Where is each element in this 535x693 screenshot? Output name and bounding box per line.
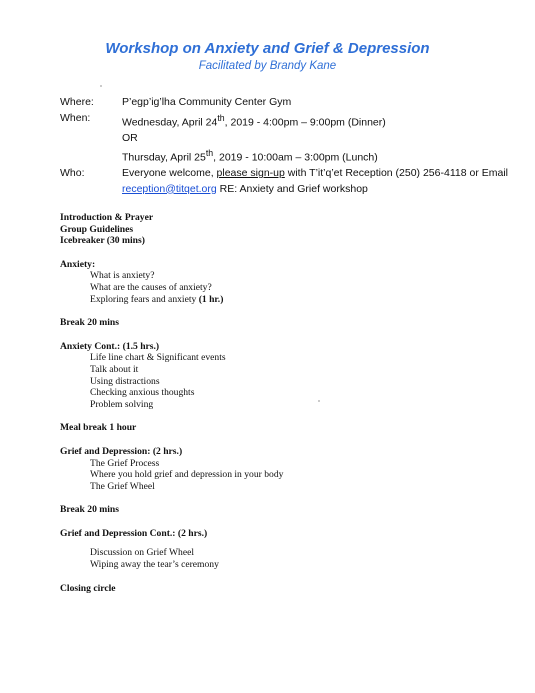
when-date-1: [122, 111, 520, 131]
agenda: [60, 212, 520, 594]
when-row: [60, 111, 520, 167]
who-text: Everyone welcome,: [122, 167, 217, 179]
or-text: OR: [122, 131, 138, 144]
where-value: P’egp’ig’lha Community Center Gym: [122, 96, 292, 108]
who-contact: with T’it’q’et Reception (250) 256-4118 or Email: [284, 167, 508, 179]
section-heading-anxiety: Anxiety:: [60, 258, 96, 270]
list-item: Using distractions: [90, 375, 160, 387]
sign-up-link[interactable]: please sign-up: [216, 167, 285, 179]
scan-speck: [100, 85, 102, 87]
meal-break-item: Meal break 1 hour: [60, 422, 137, 434]
who-label: Who:: [60, 167, 85, 179]
section-heading-grief-cont: Grief and Depression Cont.: (2 hrs.): [60, 527, 208, 539]
scan-speck: [318, 400, 320, 402]
who-row: [60, 166, 520, 197]
list-item: Wiping away the tear’s ceremony: [90, 559, 219, 571]
when-date-2: [122, 146, 520, 166]
agenda-item: Group Guidelines: [60, 223, 134, 235]
break-item: Break 20 mins: [60, 504, 119, 516]
agenda-item: Introduction & Prayer: [60, 212, 154, 223]
break-item: Break 20 mins: [60, 317, 119, 329]
list-item: The Grief Wheel: [90, 480, 155, 492]
where-label: Where:: [60, 96, 94, 108]
when-date-1-text: Wednesday, April 24: [122, 116, 218, 128]
list-item: Life line chart & Significant events: [90, 352, 226, 364]
agenda-item: Icebreaker (30 mins): [60, 235, 145, 247]
who-value: [122, 166, 520, 197]
list-item-text: Exploring fears and anxiety: [90, 293, 199, 305]
section-heading-anxiety-cont: Anxiety Cont.: (1.5 hrs.): [60, 340, 160, 352]
when-label: When:: [60, 111, 91, 124]
page-title: Workshop on Anxiety and Grief & Depression: [105, 40, 430, 57]
when-date-2-sup: th: [205, 148, 214, 158]
list-item: The Grief Process: [90, 457, 160, 469]
list-item: What is anxiety?: [90, 270, 155, 282]
when-values: [122, 111, 520, 167]
where-row: [60, 95, 520, 111]
who-subject: RE: Anxiety and Grief workshop: [216, 182, 368, 195]
list-item: [60, 294, 520, 306]
when-date-1-sup: th: [217, 112, 225, 123]
list-item: Where you hold grief and depression in your body: [90, 469, 284, 481]
email-link[interactable]: reception@titqet.org: [122, 182, 217, 195]
facilitator-subtitle: Facilitated by Brandy Kane: [198, 60, 337, 72]
closing-item: Closing circle: [60, 582, 116, 594]
list-item: Problem solving: [90, 398, 154, 410]
list-item-duration: (1 hr.): [198, 293, 224, 305]
event-info: [60, 95, 520, 197]
section-heading-grief: Grief and Depression: (2 hrs.): [60, 445, 183, 457]
list-item: Discussion on Grief Wheel: [90, 547, 194, 559]
when-date-1-time: , 2019 - 4:00pm – 9:00pm (Dinner): [224, 116, 386, 128]
when-date-2-text: Thursday, April 25: [122, 151, 206, 164]
list-item: Checking anxious thoughts: [90, 387, 195, 399]
list-item: What are the causes of anxiety?: [90, 281, 212, 293]
list-item: Talk about it: [90, 363, 139, 375]
when-date-2-time: , 2019 - 10:00am – 3:00pm (Lunch): [213, 151, 378, 164]
